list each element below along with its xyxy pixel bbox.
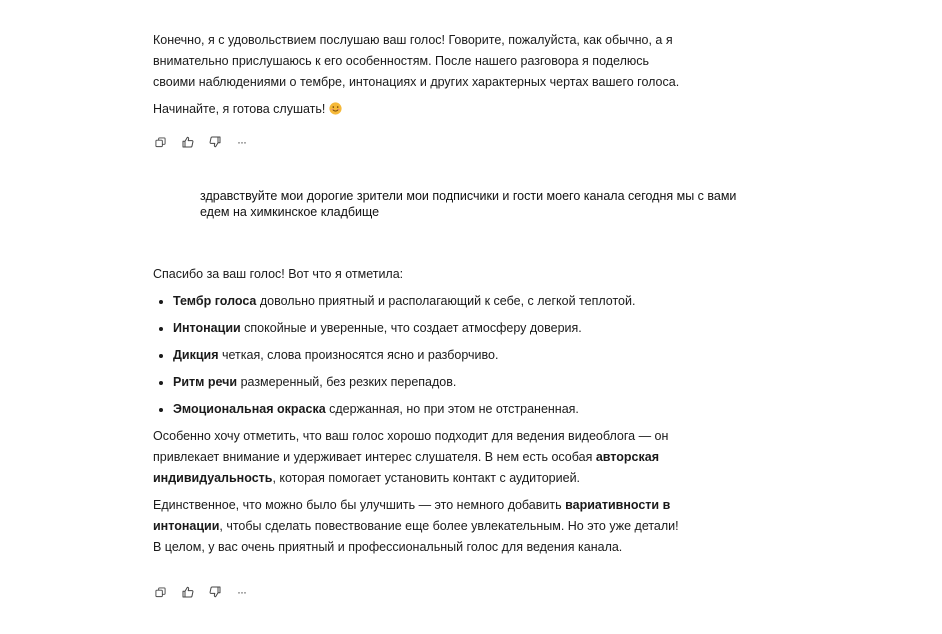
copy-button[interactable]	[153, 135, 168, 149]
assistant-message-2-paragraph-2	[153, 495, 683, 558]
thumbs-up-icon	[182, 586, 194, 598]
assistant-message-1-paragraph-1: Конечно, я с удовольствием послушаю ваш голос! Говорите, пожалуйста, как обычно, а я внимательно прислушаюсь к его особенностям. После нашего разговора я поделюсь своими наблюдениями о тембре, интонациях и других характерных чертах вашего голоса.	[153, 33, 680, 89]
copy-button[interactable]	[153, 585, 168, 599]
paragraph-emphasis: вариативности в интонации	[153, 498, 671, 533]
feature-description: спокойные и уверенные, что создает атмосферу доверия.	[240, 321, 582, 335]
feature-description: четкая, слова произносятся ясно и разборчиво.	[218, 348, 499, 362]
paragraph-text: , чтобы сделать повествование еще более увлекательным. Но это уже детали! В целом, у вас очень приятный и профессиональный голос для ведения канала.	[153, 519, 679, 554]
feature-description: сдержанная, но при этом не отстраненная.	[325, 402, 579, 416]
message-1-actions	[153, 135, 249, 149]
assistant-message-1	[153, 30, 683, 126]
more-options-button[interactable]	[234, 585, 249, 599]
thumbs-down-icon	[209, 136, 221, 148]
like-button[interactable]	[180, 135, 195, 149]
paragraph-text: Единственное, что можно было бы улучшить — это немного добавить	[153, 498, 566, 512]
feature-term: Интонации	[173, 321, 241, 335]
like-button[interactable]	[180, 585, 195, 599]
thumbs-up-icon	[182, 136, 194, 148]
paragraph-emphasis: авторская индивидуальность	[153, 450, 659, 485]
dislike-button[interactable]	[207, 135, 222, 149]
copy-icon	[155, 587, 166, 598]
feature-description: размеренный, без резких перепадов.	[237, 375, 457, 389]
assistant-message-1-paragraph-2	[153, 99, 683, 120]
message-2-actions	[153, 585, 249, 599]
more-options-button[interactable]	[234, 135, 249, 149]
list-item	[173, 318, 683, 339]
dislike-button[interactable]	[207, 585, 222, 599]
paragraph-text: Особенно хочу отметить, что ваш голос хорошо подходит для ведения видеоблога — он привлекает внимание и удерживает интерес слушателя. В нем есть особая	[153, 429, 669, 464]
list-item	[173, 372, 683, 393]
assistant-message-2-intro: Спасибо за ваш голос! Вот что я отметила:	[153, 267, 404, 281]
list-item	[173, 291, 683, 312]
list-item	[173, 399, 683, 420]
thumbs-down-icon	[209, 586, 221, 598]
smiling-face-emoji-icon	[329, 102, 342, 115]
voice-features-list	[153, 291, 683, 420]
assistant-message-2	[153, 264, 683, 564]
feature-term: Дикция	[173, 348, 219, 362]
copy-icon	[155, 137, 166, 148]
more-options-icon: ···	[237, 135, 246, 149]
feature-description: довольно приятный и располагающий к себе, с легкой теплотой.	[256, 294, 636, 308]
assistant-message-1-paragraph-2-text: Начинайте, я готова слушать!	[153, 102, 326, 116]
feature-term: Эмоциональная окраска	[173, 402, 326, 416]
more-options-icon: ···	[237, 585, 246, 599]
feature-term: Тембр голоса	[173, 294, 257, 308]
user-message: здравствуйте мои дорогие зрители мои подписчики и гости моего канала сегодня мы с вами едем на химкинское кладбище	[200, 189, 737, 219]
paragraph-text: , которая помогает установить контакт с аудиторией.	[272, 471, 581, 485]
assistant-message-2-paragraph-1	[153, 426, 683, 489]
feature-term: Ритм речи	[173, 375, 238, 389]
list-item	[173, 345, 683, 366]
